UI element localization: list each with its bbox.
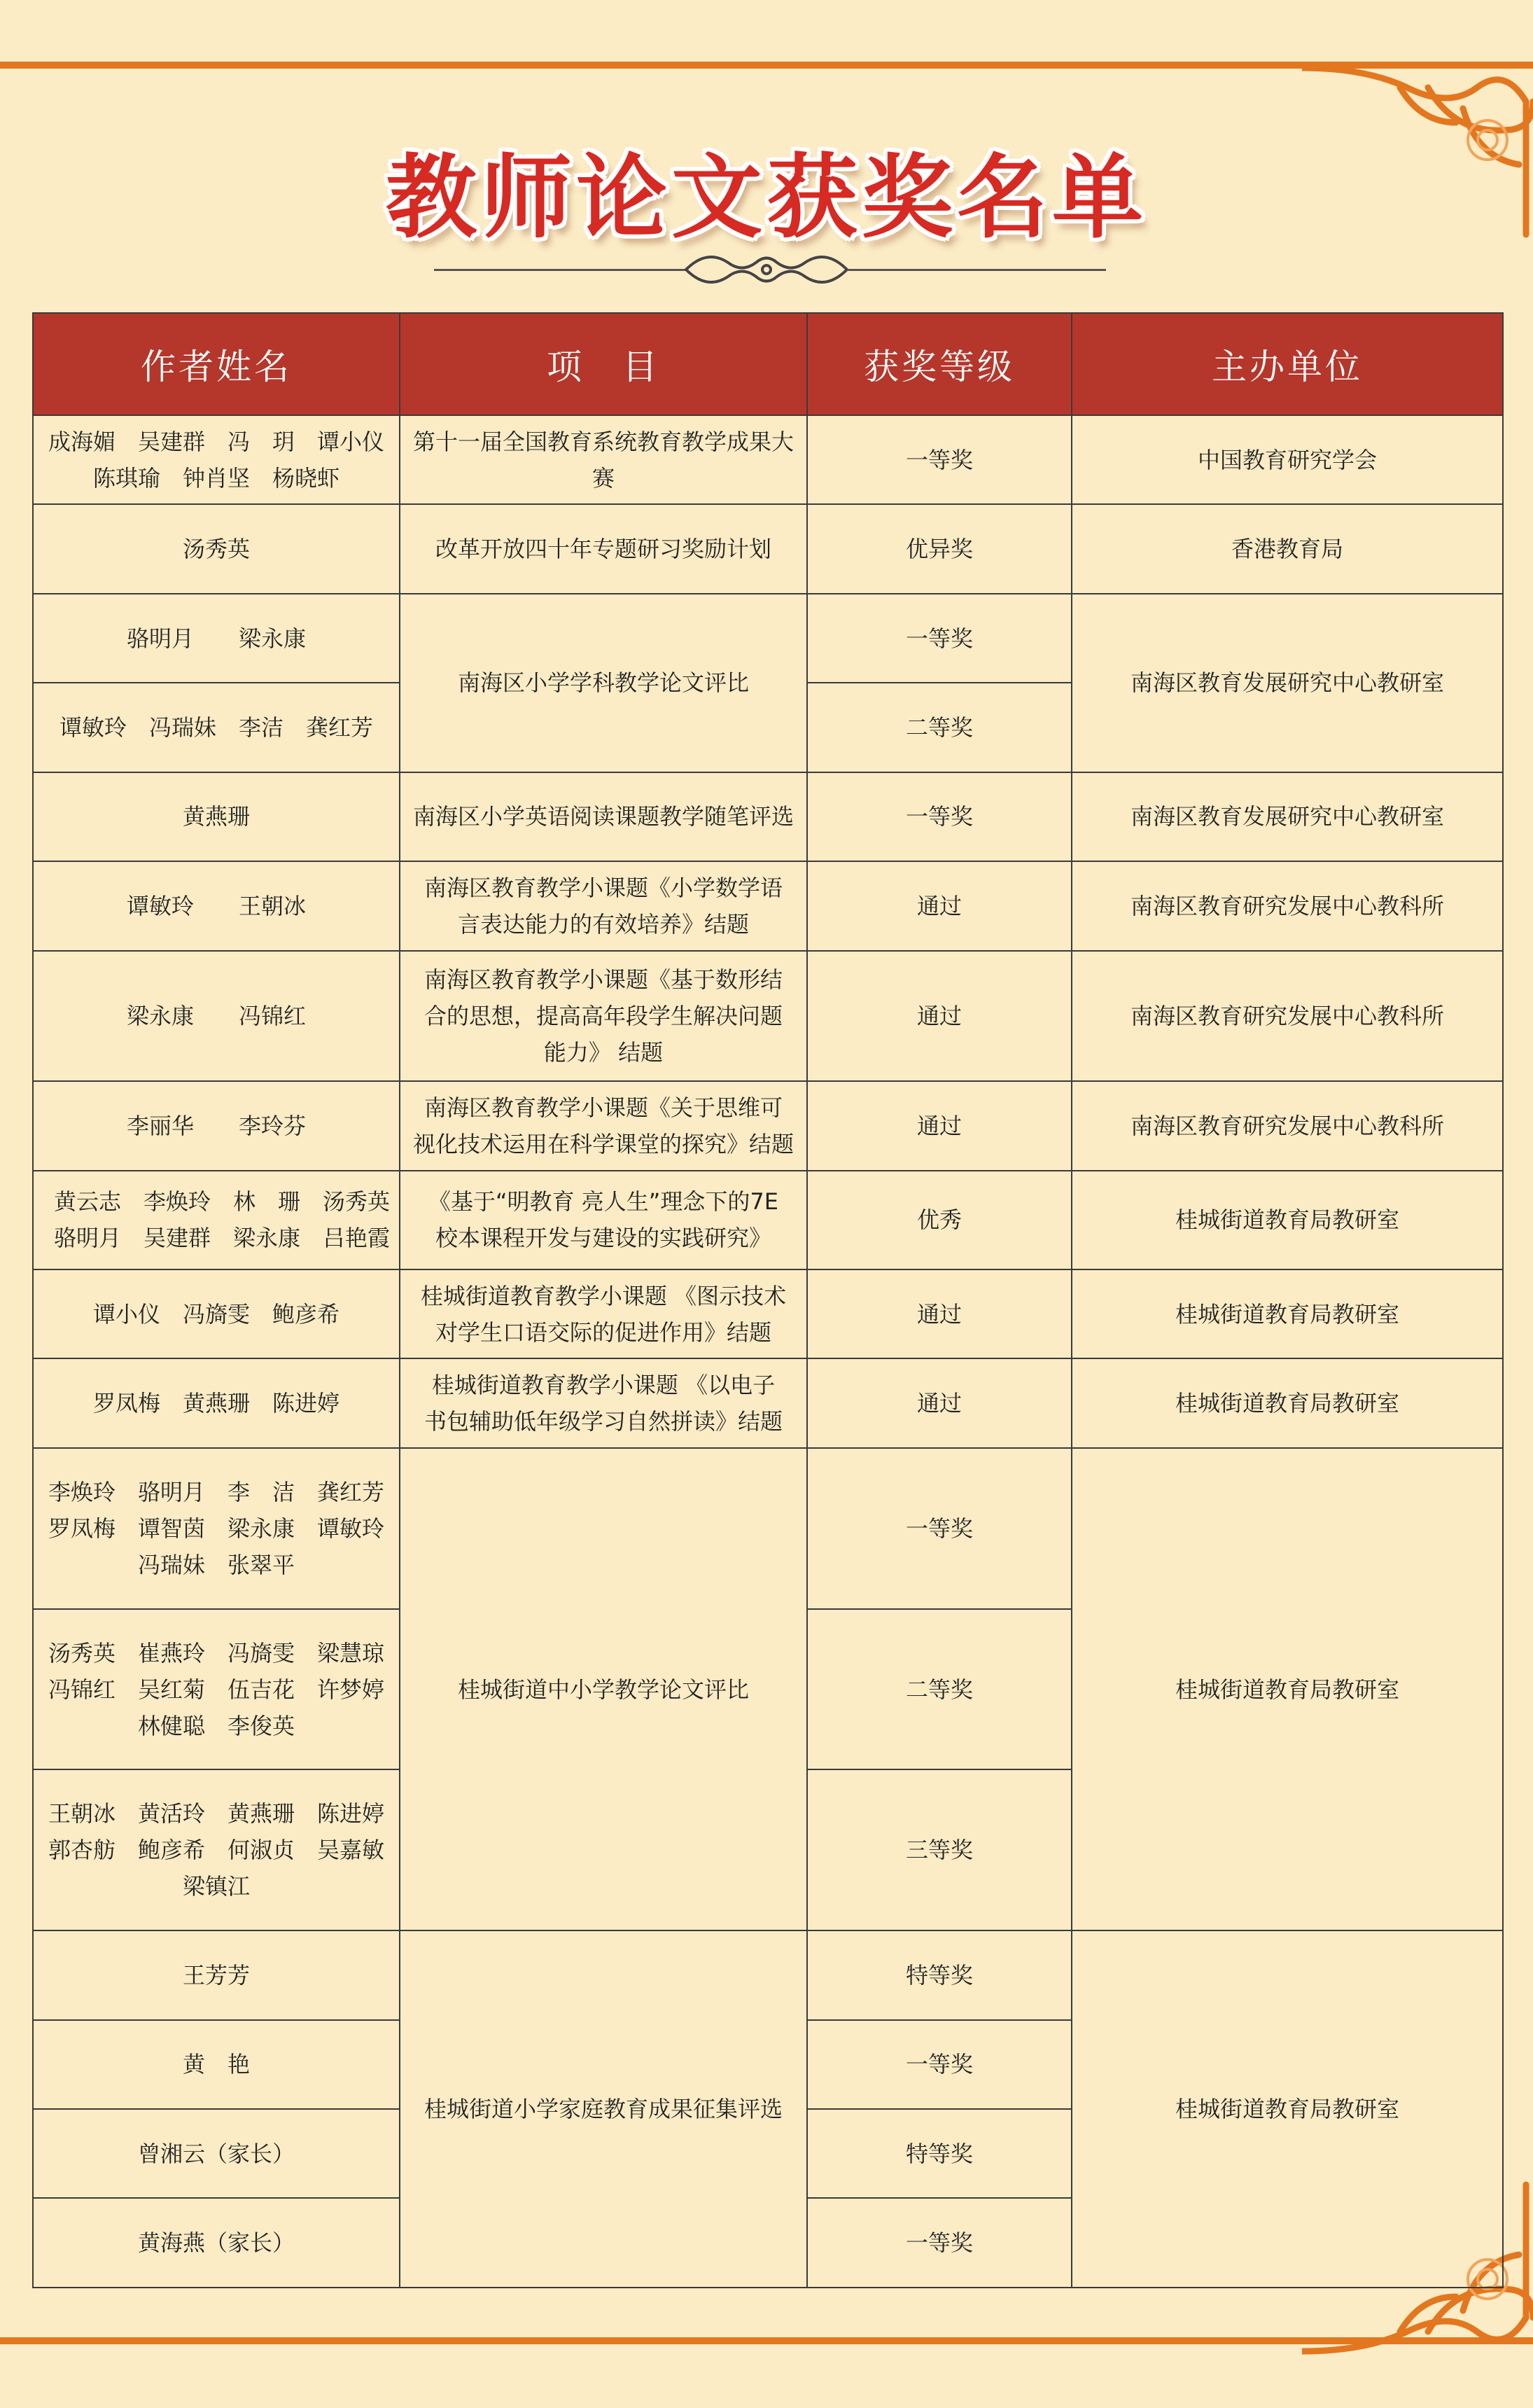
organizer-cell: 香港教育局 — [1072, 504, 1503, 593]
table-row — [33, 1930, 1503, 2019]
level-cell: 二等奖 — [807, 1609, 1072, 1770]
title-divider-ornament — [679, 245, 854, 294]
organizer-cell: 南海区教育发展研究中心教研室 — [1072, 594, 1503, 772]
level-cell: 优异奖 — [807, 504, 1072, 593]
level-cell: 优秀 — [807, 1171, 1072, 1269]
level-cell: 一等奖 — [807, 772, 1072, 861]
project-cell: 改革开放四十年专题研习奖励计划 — [400, 504, 807, 593]
project-cell: 南海区小学学科教学论文评比 — [400, 594, 807, 772]
project-cell: 南海区教育教学小课题《关于思维可 视化技术运用在科学课堂的探究》结题 — [400, 1081, 807, 1170]
organizer-cell: 桂城街道教育局教研室 — [1072, 1448, 1503, 1930]
header-author: 作者姓名 — [33, 313, 400, 415]
header-organizer: 主办单位 — [1072, 313, 1503, 415]
level-cell: 一等奖 — [807, 1448, 1072, 1609]
author-cell: 曾湘云（家长） — [33, 2109, 400, 2198]
table-row — [33, 415, 1503, 504]
project-cell: 桂城街道教育教学小课题 《图示技术 对学生口语交际的促进作用》结题 — [400, 1269, 807, 1358]
level-cell: 通过 — [807, 1358, 1072, 1447]
organizer-cell: 南海区教育研究发展中心教科所 — [1072, 951, 1503, 1082]
table-row — [33, 594, 1503, 683]
author-cell: 汤秀英 — [33, 504, 400, 593]
table-header-row — [33, 313, 1503, 415]
table-row — [33, 861, 1503, 950]
project-cell: 桂城街道教育教学小课题 《以电子 书包辅助低年级学习自然拼读》结题 — [400, 1358, 807, 1447]
author-cell: 黄海燕（家长） — [33, 2198, 400, 2288]
project-cell: 桂城街道中小学教学论文评比 — [400, 1448, 807, 1930]
level-cell: 一等奖 — [807, 2198, 1072, 2288]
table-row — [33, 951, 1503, 1082]
table-row — [33, 504, 1503, 593]
table-row — [33, 1448, 1503, 1609]
level-cell: 通过 — [807, 951, 1072, 1082]
author-cell: 谭小仪 冯旖雯 鲍彦希 — [33, 1269, 400, 1358]
level-cell: 通过 — [807, 1269, 1072, 1358]
title-divider-left — [434, 269, 686, 271]
awards-table — [32, 312, 1504, 2288]
project-cell: 《基于“明教育 亮人生”理念下的7E 校本课程开发与建设的实践研究》 — [400, 1171, 807, 1269]
header-level: 获奖等级 — [807, 313, 1072, 415]
author-cell: 黄云志 李焕玲 林 珊 汤秀英 骆明月 吴建群 梁永康 吕艳霞 — [33, 1171, 400, 1269]
author-cell: 李焕玲 骆明月 李 洁 龚红芳 罗凤梅 谭智茵 梁永康 谭敏玲 冯瑞妹 张翠平 — [33, 1448, 400, 1609]
level-cell: 特等奖 — [807, 1930, 1072, 2019]
table-row — [33, 772, 1503, 861]
level-cell: 一等奖 — [807, 2020, 1072, 2109]
level-cell: 一等奖 — [807, 594, 1072, 683]
level-cell: 三等奖 — [807, 1769, 1072, 1930]
author-cell: 谭敏玲 王朝冰 — [33, 861, 400, 950]
organizer-cell: 桂城街道教育局教研室 — [1072, 1171, 1503, 1269]
table-row — [33, 1358, 1503, 1447]
header-project: 项 目 — [400, 313, 807, 415]
organizer-cell: 南海区教育发展研究中心教研室 — [1072, 772, 1503, 861]
author-cell: 梁永康 冯锦红 — [33, 951, 400, 1082]
table-row — [33, 1269, 1503, 1358]
author-cell: 李丽华 李玲芬 — [33, 1081, 400, 1170]
author-cell: 王朝冰 黄活玲 黄燕珊 陈进婷 郭杏舫 鲍彦希 何淑贞 吴嘉敏 梁镇江 — [33, 1769, 400, 1930]
level-cell: 特等奖 — [807, 2109, 1072, 2198]
organizer-cell: 桂城街道教育局教研室 — [1072, 1930, 1503, 2288]
organizer-cell: 中国教育研究学会 — [1072, 415, 1503, 504]
author-cell: 黄 艳 — [33, 2020, 400, 2109]
project-cell: 第十一届全国教育系统教育教学成果大赛 — [400, 415, 807, 504]
project-cell: 南海区教育教学小课题《小学数学语 言表达能力的有效培养》结题 — [400, 861, 807, 950]
author-cell: 谭敏玲 冯瑞妹 李洁 龚红芳 — [33, 683, 400, 772]
organizer-cell: 桂城街道教育局教研室 — [1072, 1269, 1503, 1358]
level-cell: 通过 — [807, 1081, 1072, 1170]
organizer-cell: 桂城街道教育局教研室 — [1072, 1358, 1503, 1447]
author-cell: 汤秀英 崔燕玲 冯旖雯 梁慧琼 冯锦红 吴红菊 伍吉花 许梦婷 林健聪 李俊英 — [33, 1609, 400, 1770]
organizer-cell: 南海区教育研究发展中心教科所 — [1072, 861, 1503, 950]
title-divider-right — [847, 269, 1106, 271]
level-cell: 一等奖 — [807, 415, 1072, 504]
table-row — [33, 1171, 1503, 1269]
page-title: 教师论文获奖名单 — [385, 144, 1147, 251]
level-cell: 二等奖 — [807, 683, 1072, 772]
author-cell: 骆明月 梁永康 — [33, 594, 400, 683]
author-cell: 黄燕珊 — [33, 772, 400, 861]
author-cell: 成海媚 吴建群 冯 玥 谭小仪 陈琪瑜 钟肖坚 杨晓虾 — [33, 415, 400, 504]
project-cell: 南海区小学英语阅读课题教学随笔评选 — [400, 772, 807, 861]
project-cell: 桂城街道小学家庭教育成果征集评选 — [400, 1930, 807, 2288]
organizer-cell: 南海区教育研究发展中心教科所 — [1072, 1081, 1503, 1170]
author-cell: 罗凤梅 黄燕珊 陈进婷 — [33, 1358, 400, 1447]
table-row — [33, 1081, 1503, 1170]
author-cell: 王芳芳 — [33, 1930, 400, 2019]
level-cell: 通过 — [807, 861, 1072, 950]
project-cell: 南海区教育教学小课题《基于数形结 合的思想，提高高年段学生解决问题 能力》 结题 — [400, 951, 807, 1082]
